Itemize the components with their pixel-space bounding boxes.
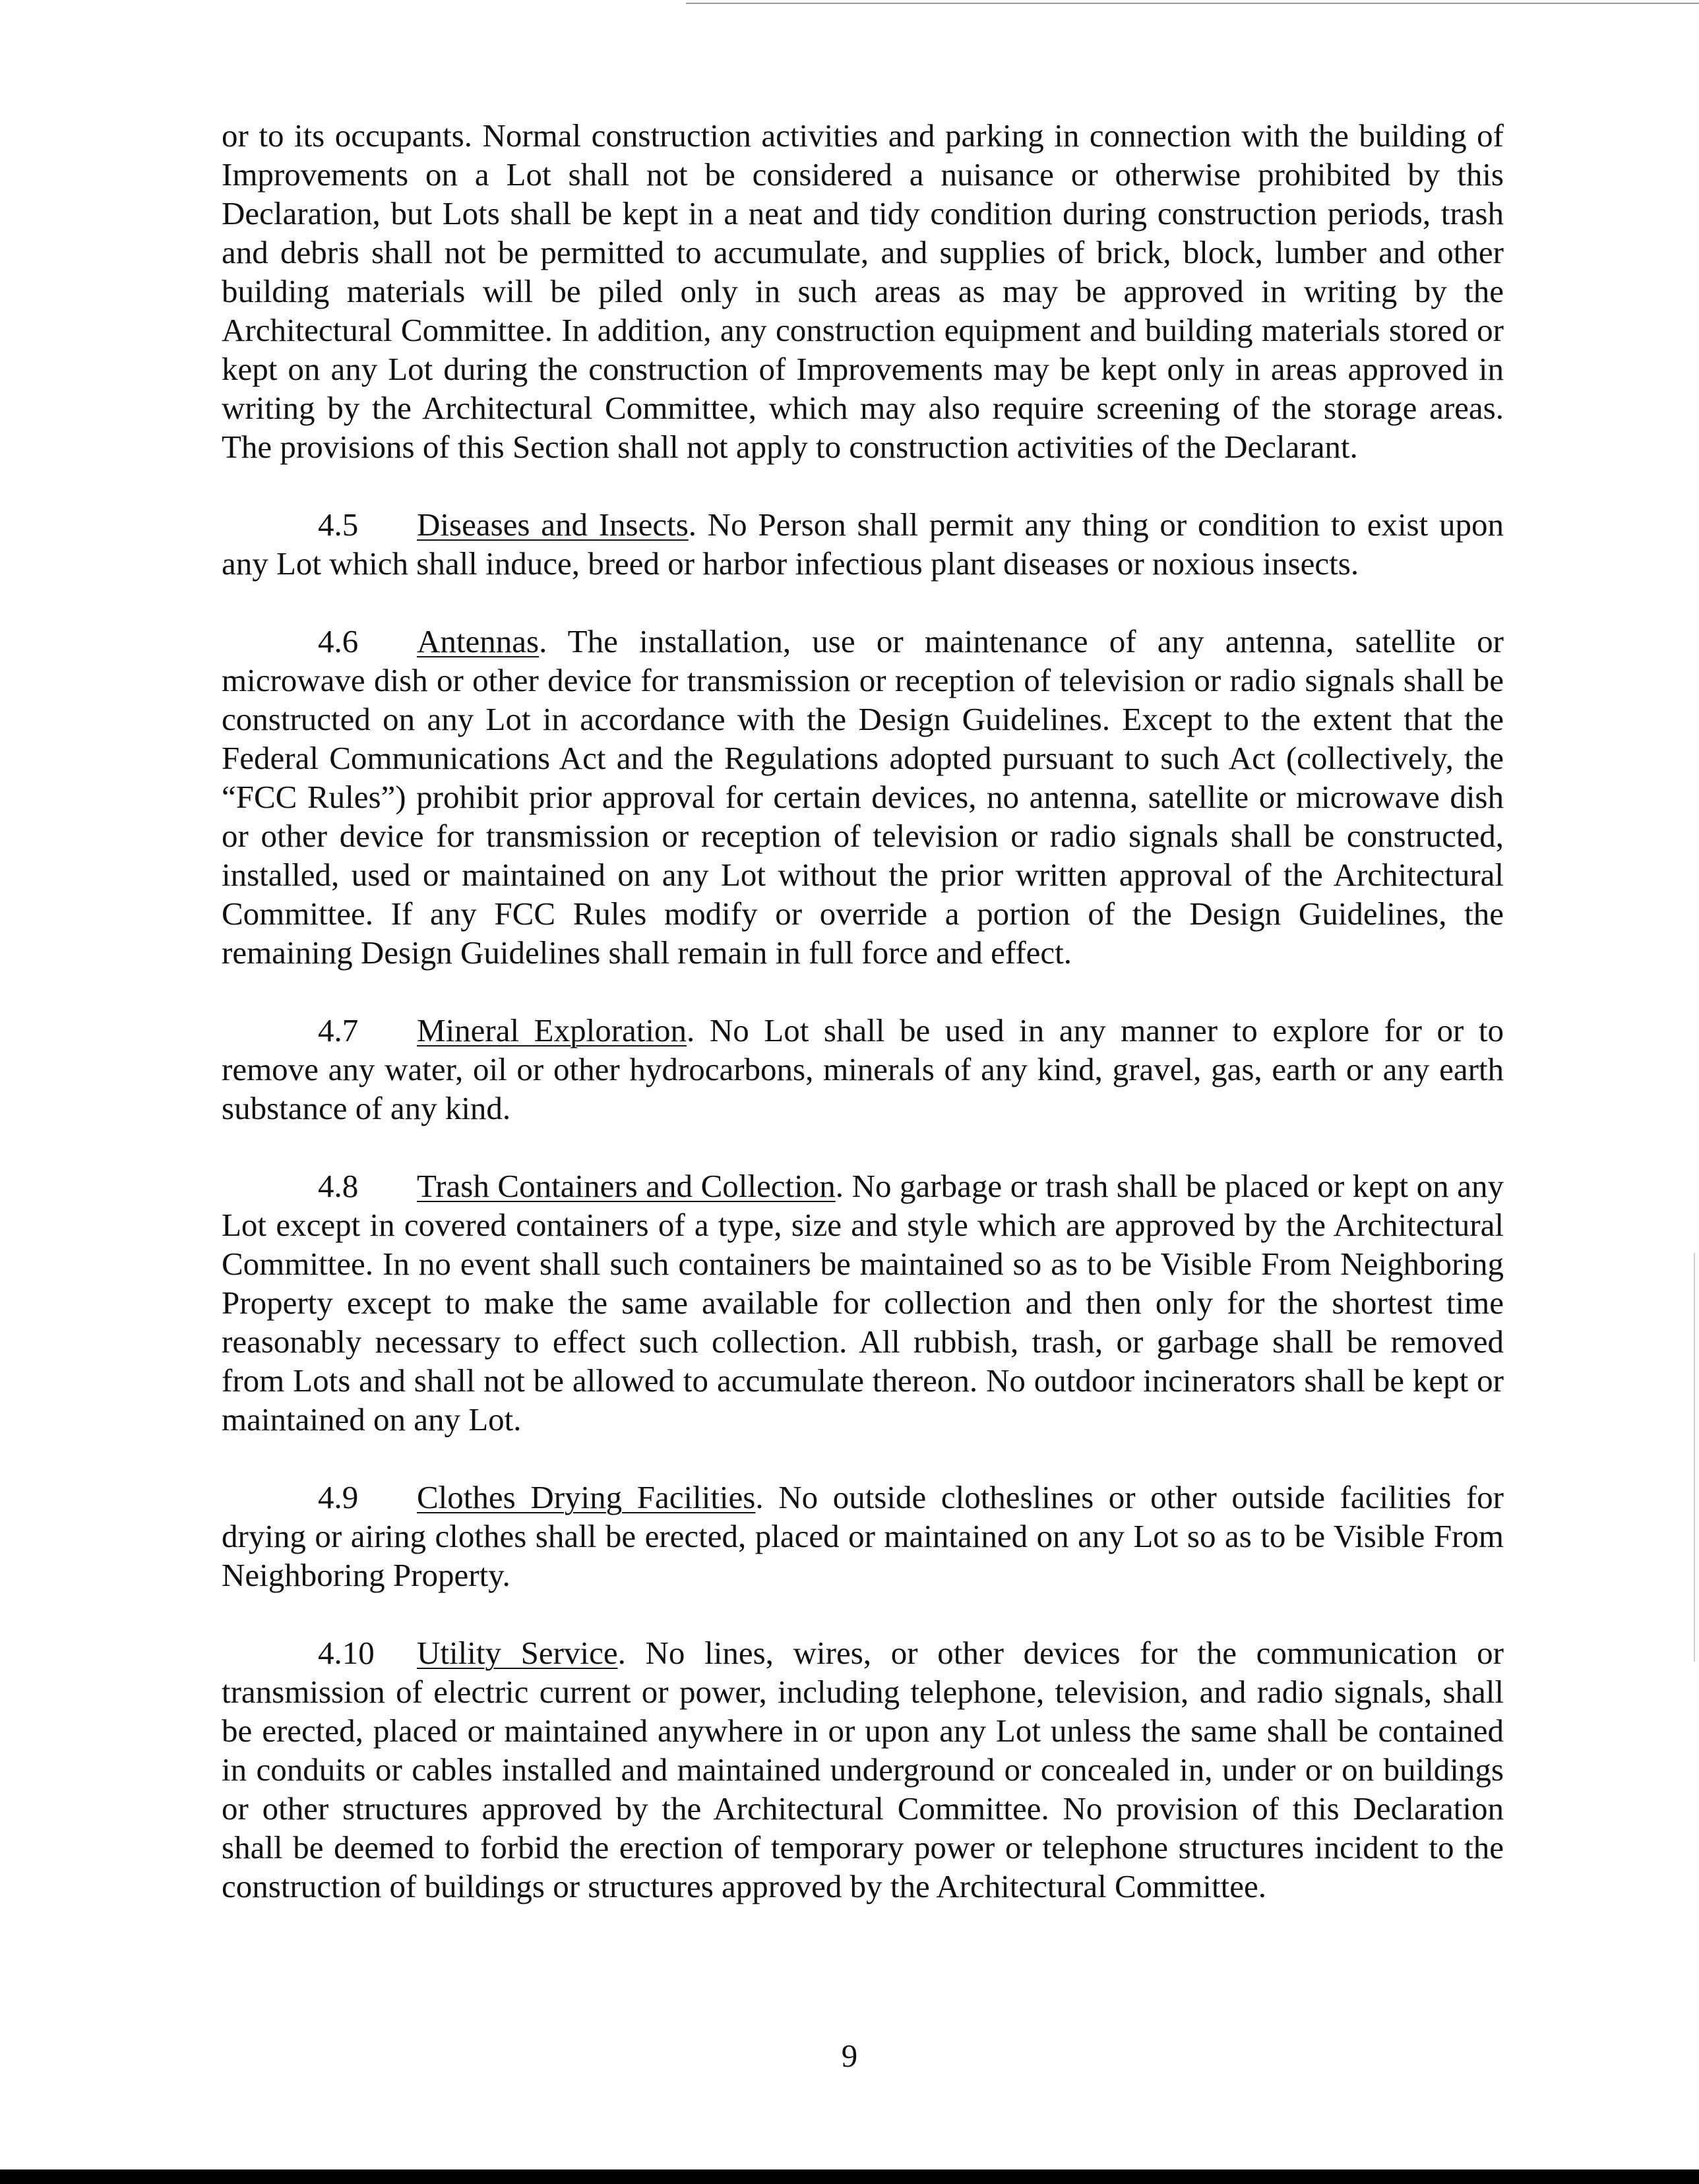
section-text: . The installation, use or maintenance of any antenna, satellite or microwave dish or other device for transmission or reception of television or radio signals shall be constructed on any Lot in accordance with the Design Guidelines. Except to the extent that the Federal Communications Act and the Regulations adopted pursuant to such Act (collectively, the “FCC Rules”) prohibit prior approval for certain devices, no antenna, satellite or microwave dish or other device for transmission or reception of television or radio signals shall be constructed, installed, used or maintained on any Lot without the prior written approval of the Architectural Committee. If any FCC Rules modify or override a portion of the Design Guidelines, the remaining Design Guidelines shall remain in full force and effect. <box>222 623 1504 971</box>
section-title: Antennas <box>417 623 540 659</box>
section-4-5 <box>222 505 1504 583</box>
paragraph-text: or to its occupants. Normal construction activities and parking in connection with the building of Improvements on a Lot shall not be considered a nuisance or otherwise prohibited by this Declaration, but Lots shall be kept in a neat and tidy condition during construction periods, trash and debris shall not be permitted to accumulate, and supplies of brick, block, lumber and other building materials will be piled only in such areas as may be approved in writing by the Architectural Committee. In addition, any construction equipment and building materials stored or kept on any Lot during the construction of Improvements may be kept only in areas approved in writing by the Architectural Committee, which may also require screening of the storage areas. The provisions of this Section shall not apply to construction activities of the Declarant. <box>222 117 1504 465</box>
section-text: . No garbage or trash shall be placed or kept on any Lot except in covered containers of a type, size and style which are approved by the Architectural Committee. In no event shall such containers be maintained so as to be Visible From Neighboring Property except to make the same available for collection and then only for the shortest time reasonably necessary to effect such collection. All rubbish, trash, or garbage shall be removed from Lots and shall not be allowed to accumulate thereon. No outdoor incinerators shall be kept or maintained on any Lot. <box>222 1168 1504 1438</box>
section-4-9 <box>222 1478 1504 1594</box>
section-number: 4.7 <box>318 1012 359 1048</box>
section-4-10 <box>222 1633 1504 1906</box>
section-text: . No Person shall permit any thing or condition to exist upon any Lot which shall induce, breed or harbor infectious plant diseases or noxious insects. <box>222 506 1504 582</box>
section-text: . No Lot shall be used in any manner to explore for or to remove any water, oil or other hydrocarbons, minerals of any kind, gravel, gas, earth or any earth substance of any kind. <box>222 1012 1504 1126</box>
section-title: Clothes Drying Facilities <box>417 1479 756 1515</box>
scan-right-edge <box>1694 1253 1695 1662</box>
document-body <box>222 116 1504 1906</box>
section-number: 4.8 <box>318 1168 359 1204</box>
section-4-7 <box>222 1011 1504 1128</box>
section-title: Diseases and Insects <box>417 506 689 543</box>
paragraph-continuation <box>222 116 1504 466</box>
section-number: 4.9 <box>318 1479 359 1515</box>
section-number: 4.5 <box>318 506 359 543</box>
section-title: Utility Service <box>417 1635 618 1671</box>
section-text: . No outside clotheslines or other outside facilities for drying or airing clothes shall be erected, placed or maintained on any Lot so as to be Visible From Neighboring Property. <box>222 1479 1504 1593</box>
section-text: . No lines, wires, or other devices for the communication or transmission of electric current or power, including telephone, television, and radio signals, shall be erected, placed or maintained anywhere in or upon any Lot unless the same shall be contained in conduits or cables installed and maintained underground or concealed in, under or on buildings or other structures approved by the Architectural Committee. No provision of this Declaration shall be deemed to forbid the erection of temporary power or telephone structures incident to the construction of buildings or structures approved by the Architectural Committee. <box>222 1635 1504 1904</box>
section-title: Mineral Exploration <box>417 1012 687 1048</box>
section-number: 4.10 <box>318 1635 375 1671</box>
scan-bottom-edge <box>0 2169 1699 2184</box>
section-4-6 <box>222 622 1504 972</box>
section-4-8 <box>222 1167 1504 1439</box>
section-number: 4.6 <box>318 623 359 659</box>
section-title: Trash Containers and Collection <box>417 1168 836 1204</box>
scan-top-rule <box>686 3 1699 4</box>
page-number: 9 <box>841 2038 858 2074</box>
